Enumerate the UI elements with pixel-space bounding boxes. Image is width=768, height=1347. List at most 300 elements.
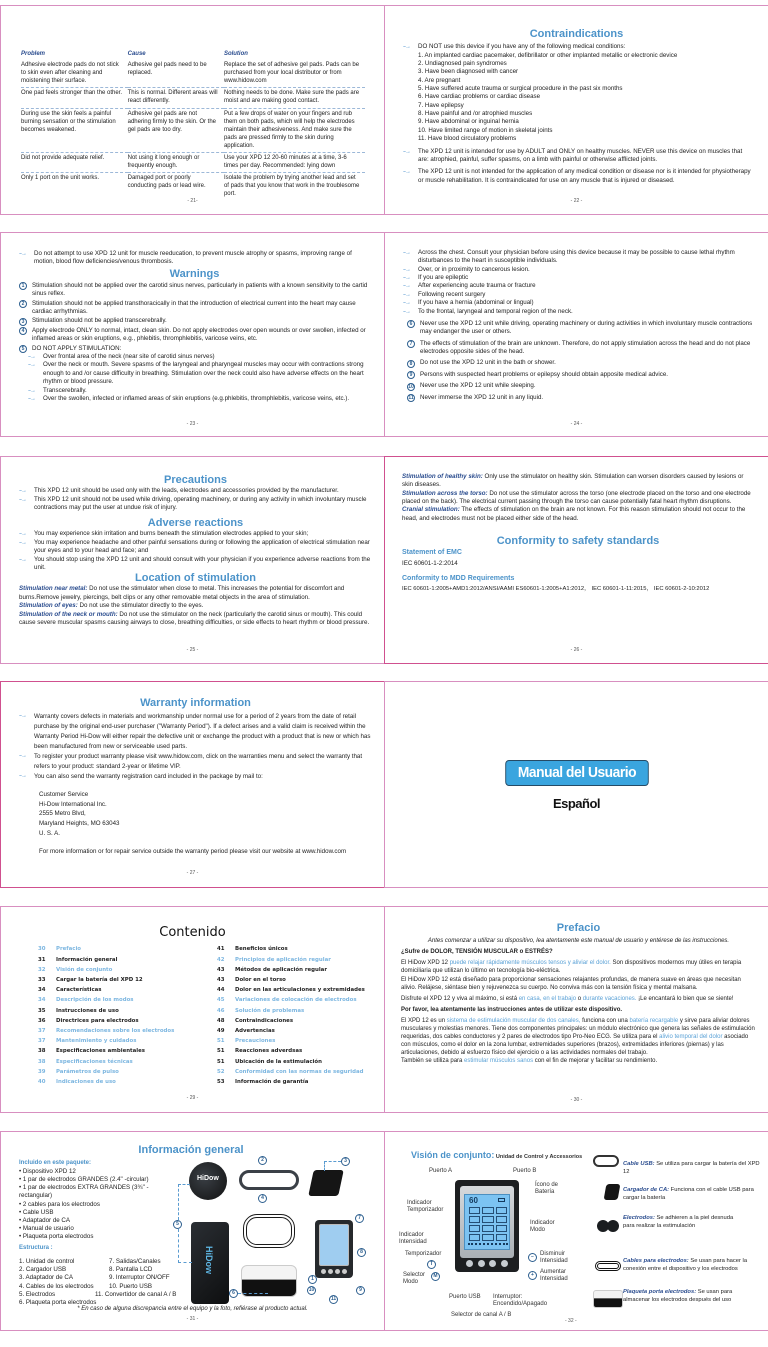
accessory-label: Cargador de CA: <box>623 1187 670 1193</box>
disclaimer-note: * En caso de alguna discrepancia entre el equipo y la foto, refiérase al producto actual. <box>77 1306 308 1312</box>
mode-button[interactable] <box>478 1260 485 1267</box>
toc-page-number: 38 <box>38 1058 46 1065</box>
toc-page-number: 51 <box>217 1058 225 1065</box>
warning-item <box>407 394 754 403</box>
section-title: Conformity to safety standards <box>496 535 660 548</box>
page-29-contenido <box>0 906 385 1113</box>
location-paragraph <box>19 611 372 628</box>
warning-item <box>19 282 370 299</box>
warning-text: Never use the XPD 12 unit while driving, operating machinery or during activities in which involuntary muscle contractions may endanger the user or others. <box>420 319 753 336</box>
bullet-item <box>19 752 372 772</box>
warning-text: The effects of stimulation of the brain are unknown. Therefore, do not apply stimulation across the head and do not place electrodes opposite sides of the head. <box>420 339 751 355</box>
location-label: Stimulation near metal: <box>19 585 88 593</box>
highlight-text: batería recargable <box>629 1017 679 1024</box>
callout-10: 10 <box>308 1287 315 1293</box>
electrode-rectangular-photo <box>191 1222 229 1304</box>
toc-page-number: 46 <box>217 1007 225 1014</box>
arrow-icon: --→ <box>28 362 35 369</box>
warning-item <box>407 371 754 380</box>
structure-list-left <box>19 1258 96 1307</box>
toc-entry-label: Dolor en el torso <box>235 977 286 983</box>
toc-page-number: 30 <box>38 946 46 953</box>
cell: Not using it long enough or frequently enough. <box>128 153 224 173</box>
timer-button[interactable] <box>466 1260 473 1267</box>
number-badge: 10 <box>408 383 414 390</box>
paragraph <box>401 1017 756 1057</box>
cell: Only 1 port on the unit works. <box>21 175 100 182</box>
section-title: Precautions <box>164 474 227 486</box>
list-item: 1. Unidad de control <box>19 1258 75 1265</box>
warning-item <box>407 340 754 357</box>
toc-entry[interactable] <box>38 1006 174 1016</box>
section-title: Location of stimulation <box>135 572 256 585</box>
list-item: 7. Have epilepsy <box>418 101 464 109</box>
accessory-desc <box>623 1187 763 1202</box>
list-item: 10. Have limited range of motion in skeletal joints <box>418 126 553 134</box>
callout-9: 9 <box>356 1286 365 1295</box>
structure-heading: Estructura : <box>19 1244 53 1251</box>
included-heading: Incluido en este paquete: <box>19 1160 92 1166</box>
usb-cable-thumb <box>593 1155 619 1167</box>
included-list <box>19 1168 179 1242</box>
cell: Did not provide adequate relief. <box>21 153 128 173</box>
toc-page-number: 51 <box>217 1038 225 1045</box>
arrow-icon: --→ <box>403 291 410 298</box>
toc-entry[interactable] <box>38 945 174 955</box>
arrow-icon: --→ <box>19 556 26 563</box>
accessory-desc <box>623 1161 763 1176</box>
number-badge: 2 <box>19 300 27 308</box>
mdd-text: IEC 60601-1:2005+AMD1:2012/ANSI/AAMI ES60601-1:2005+A1:2012， IEC 60601-1-11:2015， IEC 60601-2-10:2012 <box>402 585 710 592</box>
toc-entry[interactable] <box>217 1006 365 1016</box>
language-subtitle: Español <box>552 796 601 811</box>
ac-adapter-photo <box>308 1170 344 1196</box>
section-title: Información general <box>138 1144 244 1156</box>
battery-icon <box>498 1198 505 1202</box>
bullet-item <box>19 530 372 538</box>
conditions-list <box>403 52 752 144</box>
toc-entry[interactable] <box>217 1047 365 1057</box>
bullet-item <box>403 43 752 51</box>
sub-bullet-text: Over, or in proximity to cancerous lesion. <box>418 265 530 273</box>
toc-entry-label: Principios de aplicación regular <box>235 956 331 963</box>
sub-bullet-text: Over the swollen, infected or inflamed areas of skin eruptions (e.g.phlebitis, thromphlebitis, varicose veins, etc.). <box>43 394 350 402</box>
page-23-warnings <box>0 232 385 437</box>
page-32-vision-de-conjunto <box>384 1131 768 1331</box>
accessory-desc <box>623 1289 753 1304</box>
paragraph <box>401 995 756 1003</box>
section-title: Contraindications <box>529 28 624 40</box>
paragraph <box>401 1057 756 1065</box>
location-paragraph <box>402 490 754 507</box>
location-paragraph <box>402 473 754 490</box>
section-title: Visión de conjunto: <box>411 1150 495 1160</box>
sub-bullet <box>28 361 370 386</box>
toc-entry[interactable] <box>38 1047 174 1057</box>
toc-entry-label: Solución de problemas <box>235 1007 305 1014</box>
warning-text: Persons with suspected heart problems or epilepsy should obtain apposite medical advice. <box>420 370 668 378</box>
warning-text: Stimulation should not be applied over the carotid sinus nerves, particularly in patients with a known sensitivity to the cartid sinus reflex. <box>32 281 368 298</box>
toc-entry[interactable] <box>217 1037 365 1047</box>
list-item: 2. Cargador USB <box>19 1266 67 1274</box>
control-unit-photo <box>315 1220 353 1278</box>
toc-page-number: 31 <box>38 956 46 963</box>
increase-button[interactable] <box>501 1260 508 1267</box>
page-25-precautions <box>0 456 385 664</box>
electrode-holder-thumb <box>593 1290 623 1308</box>
list-item: 8. Have painful and /or atrophied muscles <box>418 110 533 118</box>
toc-entry-label: Parámetros de pulso <box>56 1068 119 1075</box>
callout-7: 7 <box>355 1214 364 1223</box>
warning-text: Never immerse the XPD 12 unit in any liquid. <box>420 393 544 401</box>
toc-entry[interactable] <box>38 986 174 996</box>
toc-entry-label: Cargar la batería del XPD 12 <box>56 977 143 983</box>
sub-bullet <box>28 395 370 403</box>
bullet-item <box>19 496 372 513</box>
warning-text: Stimulation should not be applied transcerebrally. <box>32 317 167 325</box>
arrow-icon: --→ <box>403 250 410 256</box>
list-item: 5. Have suffered acute trauma or surgical procedure in the past six months <box>418 84 623 92</box>
mailing-address <box>19 790 372 840</box>
structure-list-right <box>95 1258 177 1299</box>
arrow-icon: --→ <box>403 308 410 315</box>
accessory-text: Se usan para hacer la conexión entre el dispositivo y los electrodos <box>623 1258 748 1272</box>
toc-entry[interactable] <box>217 1016 365 1026</box>
table-row <box>21 88 365 108</box>
address-line: 2555 Metro Blvd, <box>39 810 86 818</box>
arrow-icon: --→ <box>28 354 35 361</box>
highlight-text: alivio temporal del dolor <box>659 1034 723 1041</box>
emc-heading: Statement of EMC <box>402 549 462 557</box>
warning-text: DO NOT APPLY STIMULATION: <box>32 344 122 352</box>
toc-page-number: 32 <box>38 966 46 973</box>
toc-page-number: 53 <box>217 1078 225 1085</box>
bullet-item <box>403 148 752 165</box>
arrow-icon: --→ <box>19 772 26 779</box>
callout-8: 8 <box>357 1248 366 1257</box>
list-item: • Plaqueta porta electrodos <box>19 1233 94 1241</box>
callout-5: 5 <box>173 1220 182 1229</box>
bullet-text: This XPD 12 unit should be used only with the leads, electrodes and accessories provided by the manufacturer. <box>34 487 339 495</box>
toc-entry[interactable] <box>38 1067 174 1077</box>
text: También se utiliza para <box>401 1058 465 1065</box>
toc-entry[interactable] <box>38 955 174 965</box>
toc-entry[interactable] <box>38 1057 174 1067</box>
callout-6: 6 <box>229 1289 238 1298</box>
section-title: Adverse reactions <box>147 517 244 530</box>
page-number: - 23 - <box>186 421 199 427</box>
list-item: 5. Electrodos <box>19 1290 56 1298</box>
toc-entry[interactable] <box>38 1037 174 1047</box>
section-title: Prefacio <box>556 922 601 934</box>
section-title: Warranty information <box>140 697 251 709</box>
bullet-item <box>19 772 372 782</box>
location-paragraph <box>19 585 372 602</box>
toc-entry[interactable] <box>38 1027 174 1037</box>
accessory-text: Se adhieren a la piel desnuda para realizar la estimulación <box>623 1215 734 1229</box>
col-problem: Problem <box>21 51 46 57</box>
toc-entry-label: Descripción de los modos <box>56 997 134 1004</box>
toc-entry[interactable] <box>38 1077 174 1087</box>
sub-bullet <box>28 353 370 361</box>
label-puerto-b: Puerto B <box>513 1168 537 1174</box>
location-text: The effects of stimulation on the brain are not known. For this reason stimulation should not occur to the head, and electrodes must not be placed either side of the head. <box>402 506 746 522</box>
section-title: Warnings <box>169 267 220 280</box>
highlight-text: puede relajar rápidamente músculos tensos y aliviar el dolor. <box>449 960 611 967</box>
item-text: 1 par de electrodos EXTRA GRANDES (3¾" -rectangular) <box>19 1184 149 1200</box>
toc-entry-label: Variaciones de colocación de electrodos <box>235 997 357 1004</box>
page-22-contraindications <box>384 5 768 215</box>
toc-entry-label: Instrucciones de uso <box>56 1007 119 1014</box>
toc-entry[interactable] <box>38 1016 174 1026</box>
table-row <box>21 173 365 201</box>
accessory-label: Electrodos: <box>623 1215 655 1221</box>
decrease-button[interactable] <box>489 1260 496 1267</box>
text: funciona con una <box>580 1017 630 1024</box>
label-disminuir: Disminuir Intensidad <box>540 1251 568 1265</box>
list-item: 6. Plaqueta porta electrodos <box>19 1298 97 1306</box>
col-cause: Cause <box>127 51 146 57</box>
location-text: Do not use the stimulator when close to metal. This increases the potential for discomfort and burns.Remove jewelry, piercings, belt clips or any other removable metal objects in the area of stimulation. <box>19 585 345 601</box>
item-text: 2 cables para los electrodos <box>22 1200 100 1208</box>
accessory-text: Se usan para almacenar los electrodos después del uso <box>623 1289 733 1303</box>
callout-11: 11 <box>330 1296 337 1302</box>
list-item: 6. Have cardiac problems or cardiac disease <box>418 93 541 101</box>
address-line: Customer Service <box>39 790 89 798</box>
bullet-text: You may experience skin irritation and burns beneath the stimulation electrodes applied to your skin; <box>34 530 309 538</box>
warning-text: Apply electrode ONLY to normal, intact, clean skin. Do not apply electrodes over open wounds or over swollen, infected or inflamed areas or skin eruptions, e.g., phlebitis, thromphlebitis, varicose veins, etc. <box>32 326 366 343</box>
location-paragraph <box>402 506 754 523</box>
list-item: 4. Cables de los electrodos <box>19 1282 94 1290</box>
arrow-icon: --→ <box>403 148 410 155</box>
warning-text: Do not use the XPD 12 unit in the bath or shower. <box>420 359 556 367</box>
number-badge: 9 <box>407 371 415 379</box>
location-label: Stimulation of healthy skin: <box>402 473 483 480</box>
warning-item <box>407 320 754 337</box>
toc-entry-label: Ubicación de la estimulación <box>235 1058 322 1065</box>
bullet-text: Warranty covers defects in materials and workmanship under normal use for a period of 2 years from the date of retail purchase by the original end-user purchaser ("Warranty Period"). If a defect arises and a valid claim is received within the Warranty Period Hi-Dow will either repair the defective unit or exchange the product with a product that is new or which has been manufactured from new or serviceable used parts. <box>34 713 371 750</box>
page-30-prefacio <box>384 906 768 1113</box>
bullet-text: Do not attempt to use XPD 12 unit for muscle reeducation, to prevent muscle atrophy or spasms, improving range of motion, blood flow deficiencies/venous thrombosis. <box>34 250 352 266</box>
toc-entry[interactable] <box>217 1057 365 1067</box>
number-badge: 4 <box>19 327 27 335</box>
toc-page-number: 34 <box>38 997 46 1004</box>
arrow-icon: --→ <box>19 251 26 257</box>
bullet-text: You should stop using the XPD 12 unit and should consult with your physician if you experience adverse reactions from the unit. <box>34 555 371 571</box>
page-26-conformity <box>384 456 768 664</box>
toc-page-number: 52 <box>217 1068 225 1075</box>
toc-entry[interactable] <box>217 1077 365 1087</box>
highlight-text: estimular músculos sanos <box>464 1058 534 1065</box>
toc-entry-label: Indicaciones de uso <box>56 1078 116 1085</box>
accessory-label: Plaqueta porta electrodos: <box>623 1289 697 1295</box>
list-item: • Cable USB <box>19 1208 54 1216</box>
toc-left-column <box>38 945 174 1088</box>
bullet-text: This XPD 12 unit should not be used while driving, operating machinery, or during any activity in which involuntary muscle contractions may put the user at undue risk of injury. <box>34 495 367 511</box>
toc-entry-label: Visión de conjunto <box>56 966 113 973</box>
bullet-item <box>403 168 752 185</box>
toc-entry[interactable] <box>217 976 365 986</box>
toc-entry[interactable] <box>217 1027 365 1037</box>
arrow-icon: --→ <box>19 488 26 495</box>
toc-page-number: 48 <box>217 1017 225 1024</box>
text: y sirve para aliviar dolores musculares y molestias menores. Tiene dos componentes principales: un módulo electrónico que genera las señales de estimulación requeridas, dos cables conductores y 2 pares de electrodos tipo Pro-Neo ECG. Se utiliza para el <box>401 1017 755 1041</box>
bullet-item <box>19 556 372 573</box>
address-line: Hi-Dow International Inc. <box>39 800 107 808</box>
accessory-label: Cables para electrodos: <box>623 1258 689 1264</box>
bullet-text: You may experience headache and other painful sensations during or following the application of electrical stimulation near your eyes and to your head and face; and <box>34 538 370 555</box>
sub-bullet <box>403 249 754 266</box>
page-31-informacion-general <box>0 1131 385 1331</box>
warning-item <box>19 345 370 354</box>
toc-page-number: 45 <box>217 997 225 1004</box>
bullet-item <box>19 487 372 495</box>
electrode-cables-photo <box>243 1214 295 1248</box>
list-item: 11. Have blood circulatory problems <box>418 135 517 143</box>
toc-entry-label: Información de garantía <box>235 1078 309 1085</box>
list-item: 9. Interruptor ON/OFF <box>109 1274 170 1282</box>
address-line: Maryland Heights, MO 63043 <box>39 820 120 828</box>
ac-charger-thumb <box>604 1184 621 1200</box>
location-label: Stimulation of eyes: <box>19 602 78 610</box>
number-badge: 7 <box>407 340 415 348</box>
warning-item <box>19 317 370 326</box>
list-item: 3. Adaptador de CA <box>19 1274 74 1282</box>
toc-page-number: 34 <box>38 987 46 994</box>
toc-entry-label: Contraindicaciones <box>235 1017 294 1024</box>
toc-entry-label: Características <box>56 987 102 994</box>
cell: Put a few drops of water on your fingers and rub them on both pads, which will help the electrodes maintain their adhesiveness. And make sure the pads are pressed firmly to the skin during application. <box>224 108 365 152</box>
toc-page-number: 33 <box>38 977 46 983</box>
toc-entry-label: Reacciones adverdsas <box>235 1048 303 1055</box>
page-number: - 21- <box>187 198 198 204</box>
intensity-bar <box>468 1243 508 1245</box>
callout-3: 3 <box>341 1157 350 1166</box>
manual-title-banner: Manual del Usuario <box>505 760 649 786</box>
callout-line <box>238 1293 268 1294</box>
warning-item <box>407 382 754 391</box>
sub-bullet-text: To the frontal, laryngeal and temporal region of the neck. <box>418 307 573 315</box>
sub-bullet <box>403 266 754 274</box>
warning-item <box>19 300 370 317</box>
page-number: - 30 - <box>570 1097 583 1103</box>
toc-entry[interactable] <box>217 945 365 955</box>
brand-logo: HiDow <box>204 1246 214 1274</box>
number-badge: 11 <box>408 395 414 402</box>
label-temporizador: Temporizador <box>405 1251 442 1257</box>
brand-logo: HiDow <box>197 1175 219 1182</box>
toc-entry[interactable] <box>217 965 365 975</box>
toc-page-number: 36 <box>38 1017 46 1024</box>
toc-entry[interactable] <box>38 965 174 975</box>
label-aumentar: Aumentar Intensidad <box>540 1269 568 1283</box>
toc-entry[interactable] <box>217 1067 365 1077</box>
toc-entry-label: Información general <box>56 956 118 963</box>
emc-text: IEC 60601-1-2:2014 <box>402 559 458 567</box>
toc-title: Contenido <box>159 925 226 940</box>
label-selector-canal: Selector de canal A / B <box>451 1312 512 1318</box>
list-item: • 1 par de electrodos GRANDES (2.4" -circular) <box>19 1176 149 1184</box>
cell: Use your XPD 12 20-60 minutes at a time, 3-6 times per day. Recommended: lying down <box>224 153 365 173</box>
toc-page-number: 49 <box>217 1027 225 1034</box>
page-number: - 29 - <box>186 1095 199 1101</box>
bullet-text: The XPD 12 unit is intended for use by ADULT and ONLY on healthy muscles. NEVER use this device on muscles that are: atrophied, painful, suffer spasms, on a limb with painful or otherwise afflicted joints. <box>418 147 743 163</box>
accessory-desc <box>623 1215 743 1230</box>
toc-entry[interactable] <box>38 996 174 1006</box>
toc-page-number: 40 <box>38 1078 46 1085</box>
page-spanish-cover <box>384 681 768 888</box>
page-number: - 25 - <box>186 647 199 653</box>
sub-bullet-text: Over the neck or mouth. Severe spasms of the laryngeal and pharyngeal muscles may occur with contractions strong enough to and /or cause difficulty in breathing. Stimulation over the neck could also have adverse effects on the heart rhythm or blood pressure. <box>43 361 364 386</box>
toc-entry-label: Dolor en las articulaciones y extremidades <box>235 987 365 994</box>
cell: One pad feels stronger than the other. <box>21 88 128 108</box>
bold-notice: Por favor, lea atentamente las instrucciones antes de utilizar este dispositivo. <box>401 1006 623 1013</box>
bullet-item <box>19 250 370 267</box>
table-row <box>21 153 365 173</box>
toc-entry[interactable] <box>217 996 365 1006</box>
label-indicador-temporizador: Indicador Temporizador <box>407 1200 444 1214</box>
paragraph <box>401 959 756 975</box>
accessory-text: Funciona con el cable USB para cargar la batería <box>623 1187 754 1201</box>
toc-entry[interactable] <box>217 986 365 996</box>
list-item: 10. Puerto USB <box>109 1282 152 1290</box>
mode-m-icon: M <box>431 1272 440 1281</box>
list-item: 1. An implanted cardiac pacemaker, defibrillator or other implanted metallic or electronic device <box>418 51 678 59</box>
list-item: 4. Are pregnant <box>418 76 461 84</box>
callout-2: 2 <box>258 1156 267 1165</box>
list-item: 2. Undiagnosed pain syndromes <box>418 59 507 67</box>
sub-bullet <box>403 291 754 299</box>
toc-entry-label: Advertencias <box>235 1027 275 1034</box>
page-number: - 22 - <box>570 198 583 204</box>
toc-page-number: 43 <box>217 977 225 983</box>
label-puerto-a: Puerto A <box>429 1168 453 1174</box>
electrode-thumb <box>607 1220 619 1232</box>
toc-page-number: 37 <box>38 1038 46 1045</box>
table-row <box>21 108 365 152</box>
text: Son dispositivos modernos muy útiles en terapia domiciliaria que utilizan lo último en tecnología bio-eléctrica. <box>401 960 742 975</box>
lcd-screen <box>464 1194 510 1250</box>
list-item: • Dispositivo XPD 12 <box>19 1167 76 1175</box>
location-text: Do not use the stimulator directly to the eyes. <box>77 602 204 610</box>
toc-page-number: 37 <box>38 1027 46 1034</box>
section-heading <box>411 1150 582 1161</box>
location-text: Do not use the stimulator across the torso (one electrode placed on the torso and one electrode placed on the back). The electrical current passing through the torso can cause potentially fatal heart rhythm disruptions. <box>402 489 751 506</box>
minus-icon: − <box>528 1253 537 1262</box>
page-number: - 26 - <box>570 647 583 653</box>
sub-bullet-text: Across the chest. Consult your physician before using this device because it may be possible to cause lethal rhythm disturbances to the heart in susceptible individuals. <box>418 249 735 265</box>
toc-page-number: 43 <box>217 966 225 973</box>
toc-page-number: 51 <box>217 1048 225 1055</box>
toc-entry[interactable] <box>217 955 365 965</box>
page-27-warranty <box>0 681 385 888</box>
text: con el fin de mejorar y facilitar su rendimiento. <box>533 1058 658 1065</box>
callout-line <box>178 1184 190 1220</box>
warning-text: Stimulation should not be applied transthoracically in that the introduction of electrical current into the heart may cause cardiac arrhythmias. <box>32 299 356 315</box>
text: o <box>576 995 583 1002</box>
footer-note: For more information or for repair service outside the warranty period please visit our website at www.hidow.com <box>39 848 347 856</box>
list-item: 7. Salidas/Canales <box>109 1258 161 1265</box>
toc-entry[interactable] <box>38 976 174 986</box>
number-badge: 8 <box>407 360 415 368</box>
list-item: • Manual de usuario <box>19 1225 74 1233</box>
bullet-text: DO NOT use this device if you have any of the following medical conditions: <box>418 43 626 51</box>
bullet-text: To register your product warranty please visit www.hidow.com, click on the warranties menu and select the warranty that refers to your product: standard 2-year or lifetime VIP. <box>34 752 363 770</box>
location-label: Stimulation across the torso: <box>402 489 488 497</box>
arrow-icon: --→ <box>403 169 410 176</box>
cell: Isolate the problem by trying another lead and set of pads that you know that work in the troublesome port. <box>223 175 360 198</box>
toc-page-number: 35 <box>38 1007 46 1014</box>
